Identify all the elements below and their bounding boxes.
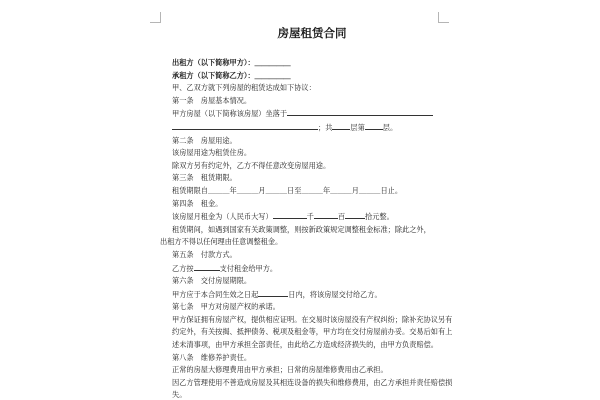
floors-total-blank: [332, 121, 350, 130]
payment-label: 乙方按: [172, 263, 194, 273]
article-1-heading: 第一条 房屋基本情况。: [172, 95, 252, 105]
lessee-line: 承租方（以下简称乙方）：＿＿＿＿＿: [172, 70, 291, 80]
article-2-use: 该房屋用途为租赁住房。: [172, 148, 252, 158]
delivery-label: 甲方应于本合同生效之日起: [172, 289, 259, 299]
article-1-location-line: [172, 107, 460, 121]
article-8-repair: 正常的房屋大修理费用由甲方承担；日常的房屋维修费用由乙承担。: [172, 365, 388, 375]
delivery-suffix: 日内，将该房屋交付给乙方。: [288, 289, 382, 299]
article-4-rent-line: [172, 210, 460, 224]
article-4-heading: 第四条 租金。: [172, 198, 223, 208]
article-3-heading: 第三条 租赁期限。: [172, 173, 237, 183]
article-6-delivery: [172, 288, 460, 302]
document-title: 房屋租赁合同: [277, 26, 347, 40]
rent-hundreds-unit: 百: [337, 212, 346, 222]
rent-thousands-unit: 千: [306, 212, 314, 222]
page-margin-mark-left: [150, 12, 161, 23]
floor-number-blank: [365, 121, 383, 130]
article-2-restriction: 除双方另有约定外，乙方不得任意改变房屋用途。: [172, 160, 331, 170]
article-8-heading: 第八条 维修养护责任。: [172, 352, 252, 362]
page-margin-mark-right: [438, 12, 449, 23]
article-7-body: 甲方保证拥有房屋产权，提供相应证明。在交易时该房屋没有产权纠纷；除补充协议另有约定外，有关按揭、抵押债务、税项及租金等，甲方均在交付房屋前办妥。交易后如有上述未清事项，由甲方承担全部责任，由此给乙方造成经济损失的，由甲方负责赔偿。: [172, 314, 453, 350]
article-2-heading: 第二条 房屋用途。: [172, 135, 237, 145]
rent-tens-unit: 拾元整。: [365, 212, 394, 222]
article-1-floor-line: [172, 121, 460, 135]
article-5-payment: [172, 262, 460, 276]
location-blank: [287, 107, 433, 116]
article-4-adjustment-cont: 出租方不得以任何理由任意调整租金。: [160, 237, 283, 247]
article-6-heading: 第六条 交付房屋期限。: [172, 276, 252, 286]
article-1-location-label: 甲方房屋（以下简称该房屋）坐落于: [172, 109, 288, 119]
floors-total-label: ；共: [318, 122, 333, 132]
floor-suffix: 层。: [382, 122, 398, 132]
contract-body: [160, 26, 460, 400]
payment-suffix: 支付租金给甲方。: [219, 263, 278, 273]
rent-hundreds-blank: [314, 210, 338, 219]
article-7-heading: 第七条 甲方对房屋产权的承诺。: [172, 302, 280, 312]
rent-thousands-blank: [273, 210, 307, 219]
article-5-heading: 第五条 付款方式。: [172, 249, 237, 259]
floor-number-label: 层第: [350, 122, 365, 132]
rent-label: 该房屋月租金为（人民币大写）: [172, 212, 273, 222]
location-blank-2: [172, 121, 318, 130]
intro-line: 甲、乙双方就下列房屋的租赁达成如下协议：: [172, 83, 316, 93]
article-8-liability: 因乙方管理使用不善造成房屋及其相连设备的损失和维修费用，由乙方承担并责任赔偿损失。: [172, 377, 453, 400]
article-4-adjustment: 租赁期间，如遇到国家有关政策调整，则按新政策规定调整租金标准；除此之外，: [172, 224, 431, 234]
rent-tens-blank: [345, 210, 365, 219]
delivery-days-blank: [258, 288, 288, 297]
lessor-line: 出租方（以下简称甲方）：＿＿＿＿＿: [172, 58, 291, 67]
article-3-term: 租赁期限自＿＿＿年＿＿＿月＿＿＿日至＿＿＿年＿＿＿月＿＿＿日止。: [172, 185, 403, 195]
payment-blank: [194, 262, 220, 271]
